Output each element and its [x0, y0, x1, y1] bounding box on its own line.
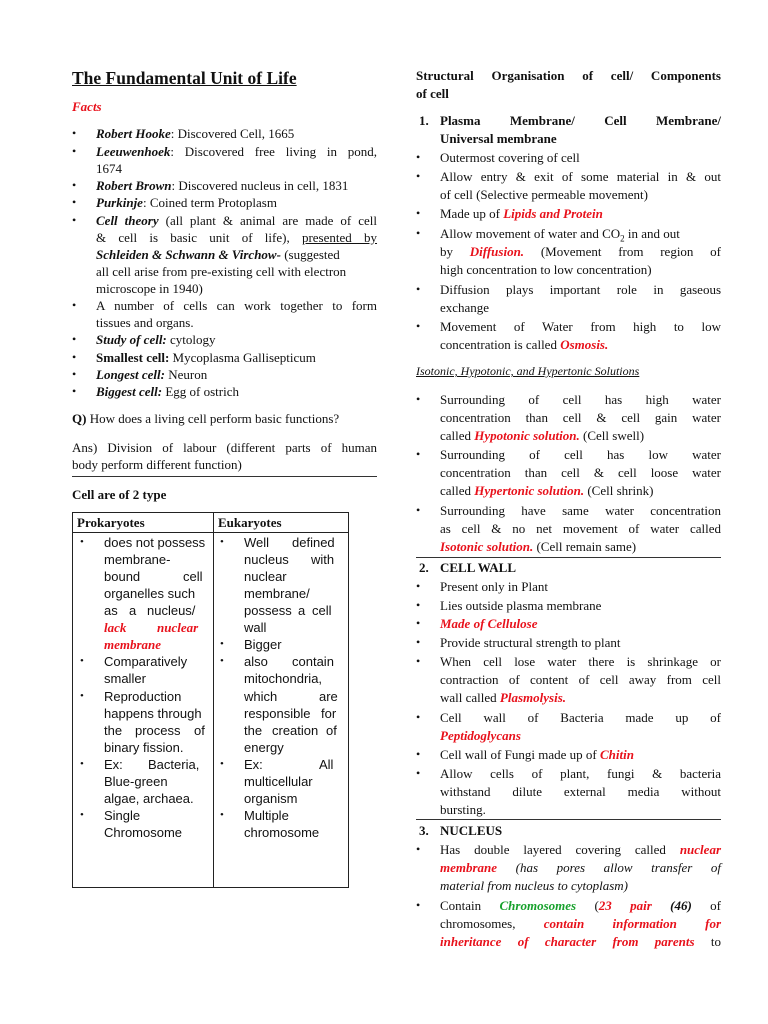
prokaryotes-cell — [73, 533, 214, 888]
cw-text: wall called Plasmolysis. — [440, 690, 567, 705]
page-title: The Fundamental Unit of Life — [72, 68, 297, 88]
pm-text: of cell (Selective permeable movement) — [440, 187, 648, 202]
solutions-heading: Isotonic, Hypotonic, and Hypertonic Solutions — [416, 364, 640, 378]
fact-smallest-cell: Smallest cell: Mycoplasma Gallisepticum — [96, 350, 316, 365]
prok-text: does not possess — [104, 535, 206, 550]
euk-text: All — [319, 757, 334, 772]
euk-text: energy — [244, 740, 284, 755]
prok-text: Chromosome — [104, 825, 183, 840]
nu-text: inheritance of character from parents to — [440, 934, 721, 949]
pm-text: Movement of Water from high to low — [440, 319, 721, 334]
nu-text: membrane (has pores allow transfer of — [440, 860, 721, 875]
divider — [416, 557, 721, 558]
nu-text: Contain Chromosomes (23 pair (46) of — [440, 898, 721, 913]
euk-text: Bigger — [244, 637, 282, 652]
answer-line-2: body perform different function) — [72, 457, 242, 472]
cw-text: Lies outside plasma membrane — [440, 598, 602, 613]
divider — [416, 819, 721, 820]
bullet-icon: • — [416, 226, 421, 240]
prok-text: Blue-green — [104, 774, 168, 789]
euk-text: a — [298, 603, 306, 618]
facts-heading: Facts — [72, 99, 102, 114]
euk-text: nucleus — [244, 552, 289, 567]
sol-text: as cell & no net movement of water called — [440, 521, 721, 536]
bullet-icon: • — [80, 655, 84, 667]
prok-text: nucleus/ — [147, 603, 196, 618]
question: Q) How does a living cell perform basic functions? — [72, 411, 340, 426]
fact-cell-theory: Cell theory (all plant & animal are made of cell — [96, 213, 378, 228]
cw-text: bursting. — [440, 802, 486, 817]
prok-text: organelles such — [104, 586, 196, 601]
euk-text: responsible — [244, 706, 311, 721]
pm-text: Made up of Lipids and Protein — [440, 206, 603, 221]
sol-text: Surrounding of cell has low water — [440, 447, 721, 462]
pm-text: Allow entry & exit of some material in & out — [440, 169, 721, 184]
plasma-membrane-title-l2: Universal membrane — [440, 131, 557, 146]
bullet-icon: • — [220, 758, 224, 770]
cw-text: withstand dilute external media without — [440, 784, 721, 799]
header-eukaryotes: Eukaryotes — [214, 513, 349, 533]
prok-text: Ex: — [104, 757, 123, 772]
prok-text: binary fission. — [104, 740, 184, 755]
bullet-icon: • — [416, 654, 421, 668]
prok-text: bound — [104, 569, 141, 584]
sol-text: concentration than cell & cell loose water — [440, 465, 721, 480]
bullet-icon: • — [220, 536, 224, 548]
bullet-icon: • — [416, 635, 421, 649]
fact-longest-cell: Longest cell: Neuron — [96, 367, 208, 382]
bullet-icon: • — [416, 579, 421, 593]
header-prokaryotes: Prokaryotes — [73, 513, 214, 533]
fact-robert-brown: Robert Brown: Discovered nucleus in cell, 1831 — [96, 178, 349, 193]
fact-cells-together: A number of cells can work together to form — [96, 298, 377, 313]
bullet-icon: • — [416, 766, 421, 780]
fact-leeuwenhoek-cont: 1674 — [96, 161, 122, 176]
pm-text: Diffusion plays important role in gaseous — [440, 282, 721, 297]
euk-text: multicellular — [244, 774, 313, 789]
bullet-icon: • — [416, 710, 421, 724]
bullet-icon: • — [416, 282, 421, 296]
bullet-icon: • — [72, 332, 77, 346]
euk-text: for — [321, 706, 337, 721]
euk-text: contain — [292, 654, 334, 669]
cw-text: When cell lose water there is shrinkage or — [440, 654, 721, 669]
section-number: 3. — [419, 823, 429, 838]
bullet-icon: • — [72, 195, 77, 209]
bullet-icon: • — [416, 747, 421, 761]
prok-text: happens through — [104, 706, 202, 721]
nu-text: chromosomes, contain information for — [440, 916, 721, 931]
fact-cell-theory-l2: & cell is basic unit of life), presented by — [96, 230, 378, 245]
pm-text: Allow movement of water and $CO_2$ in and out — [440, 226, 680, 244]
prok-text: lack — [104, 620, 127, 635]
section-number: 1. — [419, 113, 429, 128]
nu-text: Has double layered covering called nuclear — [440, 842, 721, 857]
bullet-icon: • — [416, 842, 421, 856]
euk-text: nuclear — [244, 569, 287, 584]
bullet-icon: • — [80, 690, 84, 702]
prok-text: a — [129, 603, 137, 618]
bullet-icon: • — [416, 392, 421, 406]
euk-text: membrane/ — [244, 586, 310, 601]
bullet-icon: • — [72, 298, 77, 312]
prok-text: of — [194, 723, 205, 738]
euk-text: cell — [312, 603, 332, 618]
fact-biggest-cell: Biggest cell: Egg of ostrich — [96, 384, 239, 399]
bullet-icon: • — [416, 503, 421, 517]
sol-text: called Hypotonic solution. (Cell swell) — [440, 428, 645, 443]
cw-text: Cell wall of Bacteria made up of — [440, 710, 721, 725]
divider — [72, 476, 377, 477]
pm-text: by Diffusion. (Movement from region of — [440, 244, 722, 259]
bullet-icon: • — [80, 536, 84, 548]
fact-cell-theory-l5: microscope in 1940) — [96, 281, 203, 296]
euk-text: organism — [244, 791, 298, 806]
cell-types-table — [72, 512, 349, 888]
prok-text: Bacteria, — [148, 757, 200, 772]
bullet-icon: • — [416, 206, 421, 220]
nucleus-title: NUCLEUS — [440, 823, 503, 838]
bullet-icon: • — [72, 144, 77, 158]
euk-text: Multiple — [244, 808, 289, 823]
euk-text: of — [326, 723, 337, 738]
euk-text: with — [311, 552, 335, 567]
cw-text: Allow cells of plant, fungi & bacteria — [440, 766, 721, 781]
cw-text: Provide structural strength to plant — [440, 635, 621, 650]
answer-line-1: Ans) Division of labour (different parts of human — [72, 440, 377, 455]
bullet-icon: • — [72, 178, 77, 192]
sol-text: Surrounding of cell has high water — [440, 392, 721, 407]
prok-text: process — [135, 723, 181, 738]
nu-text: material from nucleus to cytoplasm) — [440, 878, 628, 893]
bullet-icon: • — [72, 367, 77, 381]
euk-text: defined — [292, 535, 335, 550]
prok-text: algae, archaea. — [104, 791, 194, 806]
fact-purkinje: Purkinje: Coined term Protoplasm — [96, 195, 277, 210]
prok-text: the — [104, 723, 123, 738]
prok-text: Single — [104, 808, 141, 823]
pm-text: exchange — [440, 300, 490, 315]
pm-text: high concentration to low concentration) — [440, 262, 652, 277]
prok-text: Comparatively — [104, 654, 188, 669]
bullet-icon: • — [416, 447, 421, 461]
bullet-icon: • — [220, 809, 224, 821]
bullet-icon: • — [416, 150, 421, 164]
fact-cell-theory-l4: all cell arise from pre-existing cell with electron — [96, 264, 347, 279]
euk-text: are — [319, 689, 338, 704]
euk-text: which — [244, 689, 278, 704]
bullet-icon: • — [72, 213, 77, 227]
euk-text: chromosome — [244, 825, 320, 840]
fact-cells-together-l2: tissues and organs. — [96, 315, 194, 330]
euk-text: Well — [244, 535, 270, 550]
pm-text: concentration is called Osmosis. — [440, 337, 609, 352]
cw-text: Made of Cellulose — [440, 616, 538, 631]
euk-text: also — [244, 654, 268, 669]
structure-heading-l2: of cell — [416, 86, 449, 101]
euk-text: wall — [244, 620, 267, 635]
prok-text: Reproduction — [104, 689, 182, 704]
eukaryotes-cell — [214, 533, 349, 888]
cell-types-heading: Cell are of 2 type — [72, 487, 167, 502]
prok-text: membrane — [104, 637, 162, 652]
cw-text: contraction of content of cell away from cell — [440, 672, 721, 687]
bullet-icon: • — [416, 598, 421, 612]
fact-leeuwenhoek: Leeuwenhoek: Discovered free living in pond, — [96, 144, 377, 159]
bullet-icon: • — [416, 319, 421, 333]
fact-cell-theory-l3: Schleiden & Schwann & Virchow- (suggested — [96, 247, 340, 262]
bullet-icon: • — [416, 898, 421, 912]
sol-text: called Hypertonic solution. (Cell shrink) — [440, 483, 654, 498]
euk-text: creation — [272, 723, 319, 738]
sol-text: Isotonic solution. (Cell remain same) — [440, 539, 637, 554]
bullet-icon: • — [416, 169, 421, 183]
euk-text: the — [244, 723, 263, 738]
cw-text: Peptidoglycans — [440, 728, 521, 743]
bullet-icon: • — [416, 616, 421, 630]
bullet-icon: • — [220, 638, 224, 650]
bullet-icon: • — [80, 809, 84, 821]
bullet-icon: • — [220, 655, 224, 667]
plasma-membrane-title: Plasma Membrane/ Cell Membrane/ — [440, 113, 721, 128]
bullet-icon: • — [72, 126, 77, 140]
euk-text: possess — [244, 603, 292, 618]
cw-text: Cell wall of Fungi made up of Chitin — [440, 747, 634, 762]
fact-robert-hooke: Robert Hooke: Discovered Cell, 1665 — [96, 126, 295, 141]
prok-text: membrane- — [104, 552, 171, 567]
sol-text: Surrounding have same water concentration — [440, 503, 721, 518]
prok-text: smaller — [104, 671, 146, 686]
prok-text: cell — [183, 569, 203, 584]
cw-text: Present only in Plant — [440, 579, 548, 594]
cell-wall-title: CELL WALL — [440, 560, 516, 575]
structure-heading: Structural Organisation of cell/ Components — [416, 68, 721, 83]
bullet-icon: • — [72, 350, 77, 364]
euk-text: Ex: — [244, 757, 263, 772]
prok-text: nuclear — [157, 620, 199, 635]
euk-text: mitochondria, — [244, 671, 323, 686]
bullet-icon: • — [80, 758, 84, 770]
fact-study-of-cell: Study of cell: cytology — [96, 332, 216, 347]
prok-text: as — [104, 603, 118, 618]
section-number: 2. — [419, 560, 429, 575]
sol-text: concentration than cell & cell gain water — [440, 410, 721, 425]
bullet-icon: • — [72, 384, 77, 398]
pm-text: Outermost covering of cell — [440, 150, 580, 165]
